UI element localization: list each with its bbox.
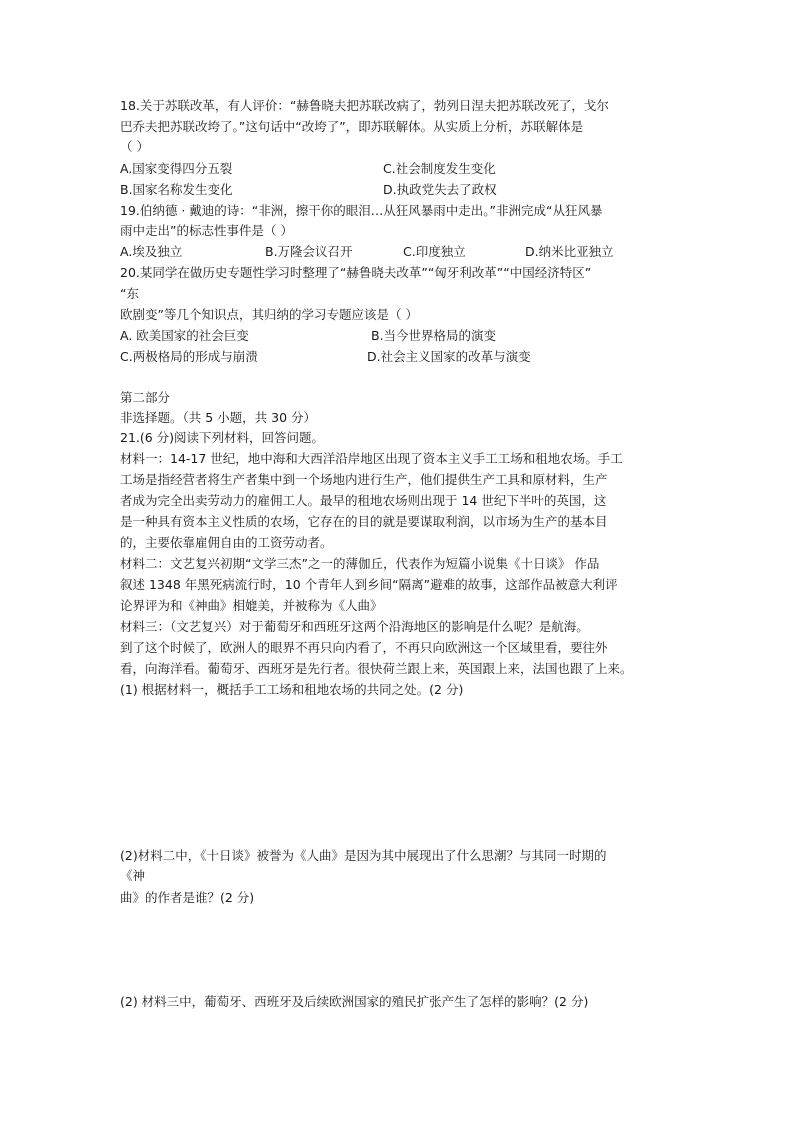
q21-subquestion-3: (2) 材料三中，葡萄牙、西班牙及后续欧洲国家的殖民扩张产生了怎样的影响？(2 分) (120, 994, 589, 1009)
q20-line-3: 欧剧变”等几个知识点，其归纳的学习专题应该是（ ） (120, 307, 418, 322)
q20-option-a: A. 欧美国家的社会巨变 (120, 328, 249, 343)
q18-line-1: 18.关于苏联改革，有人评价：“赫鲁晓夫把苏联改病了，勃列日涅夫把苏联改死了，戈尔 (120, 98, 609, 113)
q19-option-a: A.埃及独立 (120, 244, 183, 259)
q19-option-c: C.印度独立 (403, 244, 466, 259)
q21-material3-line-1: 材料三：（文艺复兴）对于葡萄牙和西班牙这两个沿海地区的影响是什么呢？是航海。 (120, 619, 589, 634)
q21-subquestion-2-line-2: 《神 (120, 868, 146, 883)
q21-subquestion-1: (1) 根据材料一，概括手工工场和租地农场的共同之处。(2 分) (120, 682, 464, 697)
q21-material1-line-1: 材料一：14-17 世纪，地中海和大西洋沿岸地区出现了资本主义手工工场和租地农场。手工 (120, 451, 623, 466)
q18-option-b: B.国家名称发生变化 (120, 182, 233, 197)
q18-option-a: A.国家变得四分五裂 (120, 161, 233, 176)
q21-material1-line-4: 是一种具有资本主义性质的农场，它存在的目的就是要谋取利润，以市场为生产的基本目 (120, 514, 608, 529)
q21-material3-line-3: 看，向海洋看。葡萄牙、西班牙是先行者。很快荷兰跟上来，英国跟上来，法国也跟了上来。 (120, 661, 633, 676)
q19-option-d: D.纳米比亚独立 (525, 244, 614, 259)
q18-option-c: C.社会制度发生变化 (383, 161, 496, 176)
q21-material1-line-5: 的，主要依靠雇佣自由的工资劳动者。 (120, 535, 333, 550)
q19-option-b: B.万隆会议召开 (265, 244, 353, 259)
q21-subquestion-2-line-3: 曲》的作者是谁？(2 分) (120, 890, 255, 905)
q20-option-d: D.社会主义国家的改革与演变 (367, 349, 531, 364)
part2-title: 第二部分 (120, 390, 171, 405)
q19-line-1: 19.伯纳德 · 戴迪的诗：“非洲，擦干你的眼泪…从狂风暴雨中走出。”非洲完成“从狂风暴 (120, 203, 603, 218)
q18-line-3: （ ） (120, 139, 149, 154)
q18-option-d: D.执政党失去了政权 (383, 182, 497, 197)
q19-line-2: 雨中走出”的标志性事件是（ ） (120, 223, 293, 238)
q21-material1-line-2: 工场是指经营者将生产者集中到一个场地内进行生产，他们提供生产工具和原材料，生产 (120, 472, 608, 487)
q20-option-b: B.当今世界格局的演变 (371, 328, 497, 343)
q21-material2-line-2: 叙述 1348 年黑死病流行时，10 个青年人到乡间“隔离”避难的故事，这部作品被意大利评 (120, 577, 618, 592)
part2-subtitle: 非选择题。（共 5 小题，共 30 分） (120, 410, 317, 425)
q21-material2-line-1: 材料二：文艺复兴初期“文学三杰”之一的薄伽丘，代表作为短篇小说集《十日谈》 作品 (120, 556, 600, 571)
q21-subquestion-2-line-1: (2)材料二中，《十日谈》被誉为《人曲》是因为其中展现出了什么思潮？与其同一时期的 (120, 848, 607, 863)
q20-option-c: C.两极格局的形成与崩溃 (120, 349, 258, 364)
q18-line-2: 巴乔夫把苏联改垮了。”这句话中“改垮了”，即苏联解体。从实质上分析，苏联解体是 (120, 119, 584, 134)
q20-line-2: “东 (120, 286, 139, 301)
q20-line-1: 20.某同学在做历史专题性学习时整理了“赫鲁晓夫改革”“匈牙利改革”“中国经济特区” (120, 265, 592, 280)
q21-intro: 21.(6 分)阅读下列材料，回答问题。 (120, 430, 325, 445)
q21-material1-line-3: 者成为完全出卖劳动力的雇佣工人。最早的租地农场则出现于 14 世纪下半叶的英国，这 (120, 493, 607, 508)
q21-material3-line-2: 到了这个时候了，欧洲人的眼界不再只向内看了，不再只向欧洲这一个区域里看，要往外 (120, 640, 608, 655)
q21-material2-line-3: 论界评为和《神曲》相媲美，并被称为《人曲》 (120, 598, 383, 613)
